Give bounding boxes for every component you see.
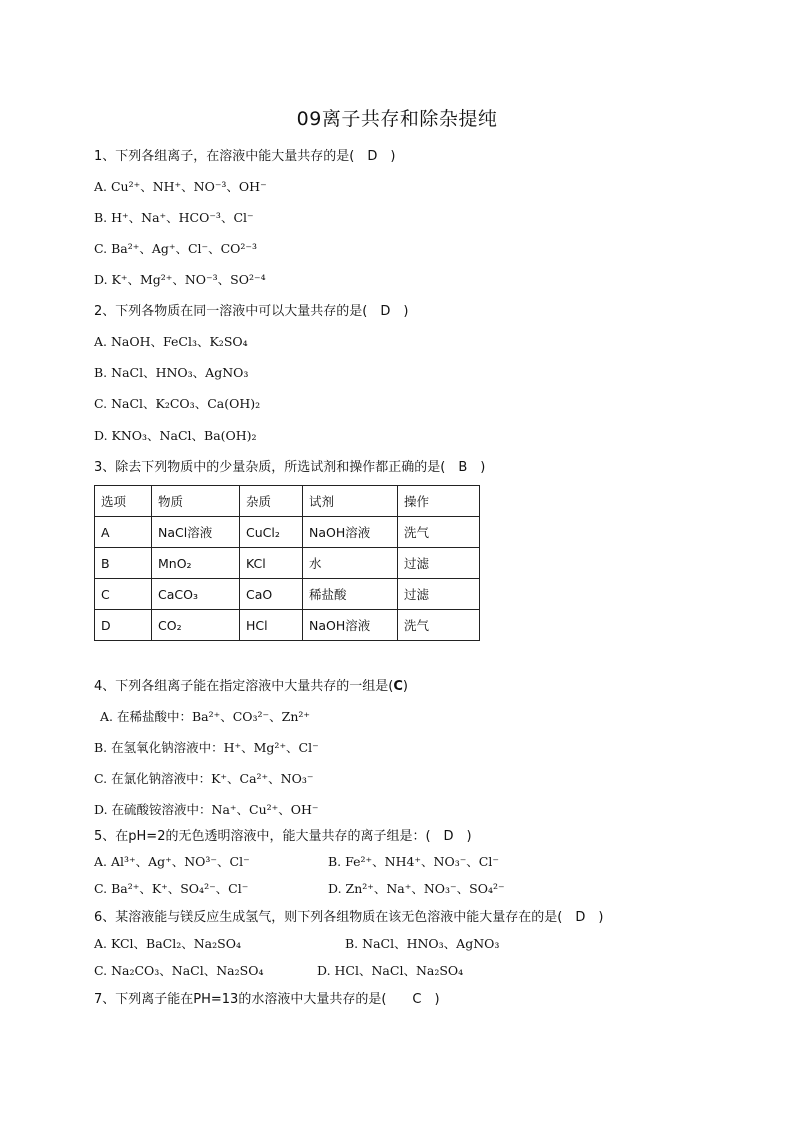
table-row (95, 579, 480, 610)
table-cell: CuCl₂ (240, 517, 303, 548)
question-1-option-a: A. Cu²⁺、NH⁺、NO⁻³、OH⁻ (94, 179, 267, 194)
question-2-option-a: A. NaOH、FeCl₃、K₂SO₄ (94, 334, 248, 349)
question-6-option-b: B. NaCl、HNO₃、AgNO₃ (345, 936, 500, 951)
question-2-option-d: D. KNO₃、NaCl、Ba(OH)₂ (94, 428, 257, 443)
table-cell: C (95, 579, 152, 610)
question-2-stem: 2、下列各物质在同一溶液中可以大量共存的是( D ) (94, 304, 409, 319)
question-7-stem: 7、下列离子能在PH=13的水溶液中大量共存的是( C ) (94, 992, 440, 1007)
table-cell: B (95, 548, 152, 579)
question-1-stem: 1、下列各组离子，在溶液中能大量共存的是( D ) (94, 149, 396, 164)
question-5-option-b: B. Fe²⁺、NH4⁺、NO₃⁻、Cl⁻ (328, 854, 499, 869)
table-header-cell: 操作 (398, 486, 480, 517)
question-3-table (94, 485, 480, 641)
question-4-stem-text: 4、下列各组离子能在指定溶液中大量共存的一组是( (94, 679, 394, 694)
table-cell: A (95, 517, 152, 548)
question-5-option-a: A. Al³⁺、Ag⁺、NO³⁻、Cl⁻ (94, 854, 250, 869)
question-2-option-b: B. NaCl、HNO₃、AgNO₃ (94, 365, 249, 380)
question-4-stem-end: ) (402, 679, 408, 694)
table-cell: CO₂ (152, 610, 240, 641)
table-row (95, 517, 480, 548)
table-cell: CaO (240, 579, 303, 610)
table-row (95, 610, 480, 641)
question-6-option-d: D. HCl、NaCl、Na₂SO₄ (317, 963, 464, 978)
table-cell: D (95, 610, 152, 641)
question-1-option-b: B. H⁺、Na⁺、HCO⁻³、Cl⁻ (94, 210, 254, 225)
question-5-stem: 5、在pH=2的无色透明溶液中，能大量共存的离子组是：( D ) (94, 829, 472, 844)
table-cell: 过滤 (398, 579, 480, 610)
table-cell: CaCO₃ (152, 579, 240, 610)
table-cell: 稀盐酸 (303, 579, 398, 610)
table-cell: 过滤 (398, 548, 480, 579)
question-2-option-c: C. NaCl、K₂CO₃、Ca(OH)₂ (94, 396, 261, 411)
table-cell: NaOH溶液 (303, 517, 398, 548)
question-6-option-a: A. KCl、BaCl₂、Na₂SO₄ (94, 936, 241, 951)
table-header-cell: 杂质 (240, 486, 303, 517)
question-1-option-c: C. Ba²⁺、Ag⁺、Cl⁻、CO²⁻³ (94, 241, 258, 256)
table-cell: NaOH溶液 (303, 610, 398, 641)
table-cell: NaCl溶液 (152, 517, 240, 548)
question-5-option-c: C. Ba²⁺、K⁺、SO₄²⁻、Cl⁻ (94, 881, 249, 896)
question-4-answer: C (393, 679, 403, 694)
table-row (95, 548, 480, 579)
question-4-option-d: D. 在硫酸铵溶液中：Na⁺、Cu²⁺、OH⁻ (94, 802, 319, 817)
table-cell: HCl (240, 610, 303, 641)
question-6-option-c: C. Na₂CO₃、NaCl、Na₂SO₄ (94, 963, 264, 978)
question-5-option-d: D. Zn²⁺、Na⁺、NO₃⁻、SO₄²⁻ (328, 881, 505, 896)
table-header-cell: 物质 (152, 486, 240, 517)
question-4-option-b: B. 在氢氧化钠溶液中：H⁺、Mg²⁺、Cl⁻ (94, 740, 319, 755)
question-4-option-c: C. 在氯化钠溶液中：K⁺、Ca²⁺、NO₃⁻ (94, 771, 314, 786)
question-6-stem: 6、某溶液能与镁反应生成氢气，则下列各组物质在该无色溶液中能大量存在的是( D ) (94, 910, 604, 925)
table-cell: 洗气 (398, 517, 480, 548)
question-3-stem: 3、除去下列物质中的少量杂质，所选试剂和操作都正确的是( B ) (94, 460, 486, 475)
table-header-row (95, 486, 480, 517)
table-header-cell: 试剂 (303, 486, 398, 517)
question-4-stem (94, 675, 408, 694)
table-header-cell: 选项 (95, 486, 152, 517)
page-title: 09离子共存和除杂提纯 (296, 108, 498, 130)
table-cell: 水 (303, 548, 398, 579)
table-cell: MnO₂ (152, 548, 240, 579)
table-cell: KCl (240, 548, 303, 579)
question-4-option-a: A. 在稀盐酸中：Ba²⁺、CO₃²⁻、Zn²⁺ (100, 709, 310, 724)
table-cell: 洗气 (398, 610, 480, 641)
question-1-option-d: D. K⁺、Mg²⁺、NO⁻³、SO²⁻⁴ (94, 272, 266, 287)
